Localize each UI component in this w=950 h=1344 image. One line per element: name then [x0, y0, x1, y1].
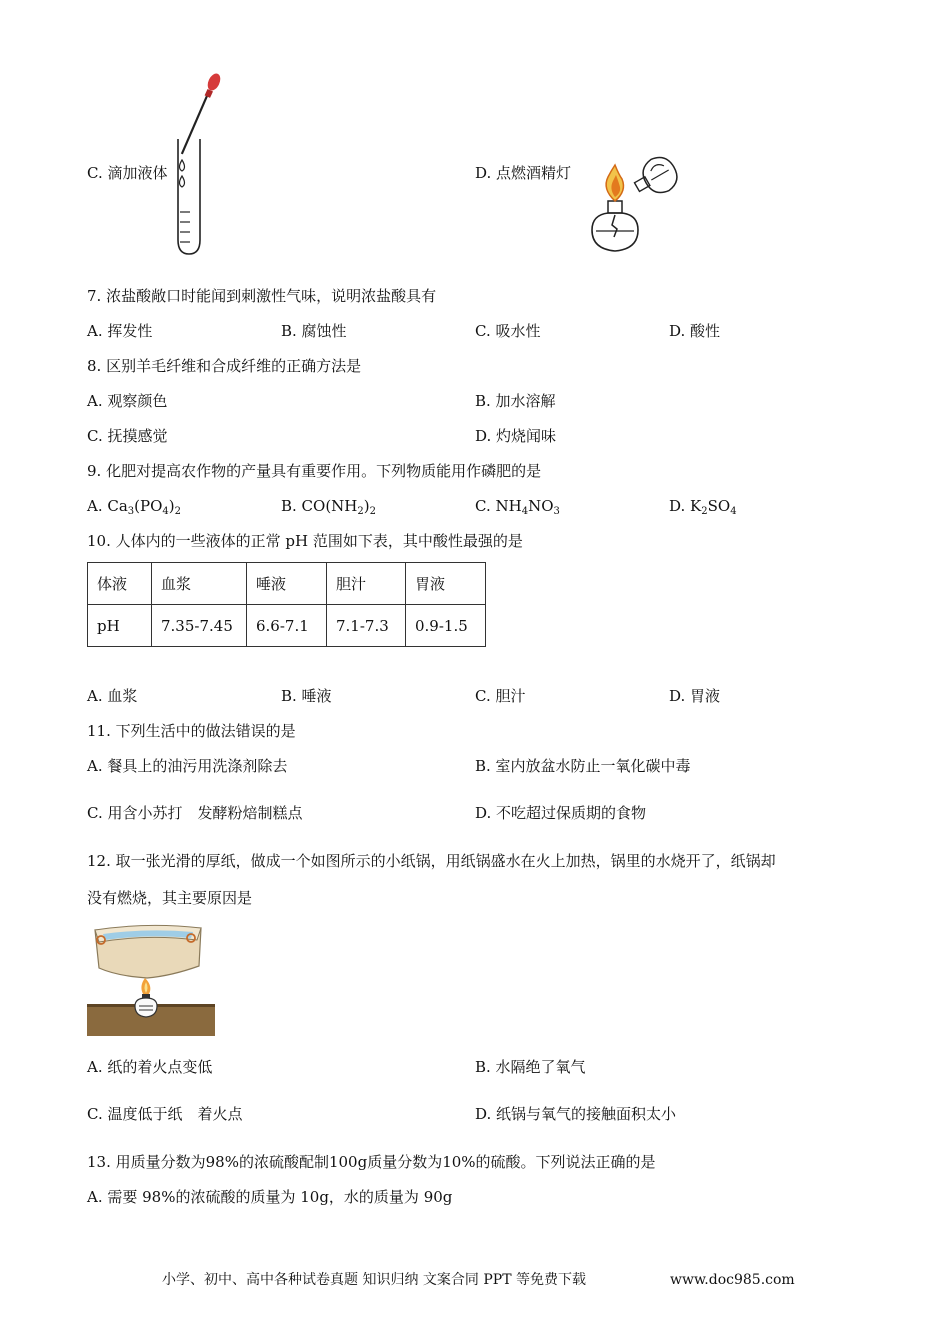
q9-option-b: B. $CO(NH_2)_2$: [281, 497, 377, 517]
q11-option-d: D. 不吃超过保质期的食物: [475, 804, 647, 822]
paper-pot-illustration: [87, 920, 215, 1038]
q6-option-c: C. 滴加液体: [87, 164, 168, 182]
dropper-test-tube-illustration: [168, 72, 228, 257]
q10-stem: 10. 人体内的一些液体的正常 pH 范围如下表，其中酸性最强的是: [87, 532, 523, 550]
q13-stem: 13. 用质量分数为98%的浓硫酸配制100g质量分数为10%的硫酸。下列说法正确的是: [87, 1153, 656, 1171]
q6-option-d: D. 点燃酒精灯: [475, 164, 572, 182]
q7-option-d: D. 酸性: [669, 322, 721, 340]
q10-option-c: C. 胆汁: [475, 687, 526, 705]
table-header-cell: 胆汁: [327, 563, 406, 605]
q8-option-c: C. 抚摸感觉: [87, 427, 168, 445]
ph-table: [87, 562, 486, 647]
footer-text: 小学、初中、高中各种试卷真题 知识归纳 文案合同 PPT 等免费下载: [162, 1272, 586, 1288]
lighting-alcohol-lamp-illustration: [578, 145, 690, 257]
q8-stem: 8. 区别羊毛纤维和合成纤维的正确方法是: [87, 357, 362, 375]
q10-option-b: B. 唾液: [281, 687, 332, 705]
q12-stem-line2: 没有燃烧，其主要原因是: [87, 889, 253, 907]
q9-stem: 9. 化肥对提高农作物的产量具有重要作用。下列物质能用作磷肥的是: [87, 462, 542, 480]
q11-stem: 11. 下列生活中的做法错误的是: [87, 722, 296, 740]
q7-option-a: A. 挥发性: [87, 322, 153, 340]
q10-option-d: D. 胃液: [669, 687, 721, 705]
q11-option-a: A. 餐具上的油污用洗涤剂除去: [87, 757, 288, 775]
table-cell: pH: [88, 605, 152, 647]
q9-option-c: C. $NH_4NO_3$: [475, 497, 560, 517]
q7-option-b: B. 腐蚀性: [281, 322, 347, 340]
table-header-cell: 胃液: [406, 563, 486, 605]
q11-option-c: C. 用含小苏打 发酵粉焙制糕点: [87, 804, 303, 822]
table-header-cell: 血浆: [152, 563, 247, 605]
footer-url[interactable]: www.doc985.com: [670, 1272, 795, 1288]
table-header-cell: 唾液: [247, 563, 327, 605]
q7-stem: 7. 浓盐酸敞口时能闻到刺激性气味，说明浓盐酸具有: [87, 287, 437, 305]
q12-stem-line1: 12. 取一张光滑的厚纸，做成一个如图所示的小纸锅，用纸锅盛水在火上加热，锅里的水烧开了，纸锅却: [87, 852, 776, 870]
table-cell: 7.35-7.45: [152, 605, 247, 647]
q12-option-c: C. 温度低于纸 着火点: [87, 1105, 243, 1123]
q8-option-a: A. 观察颜色: [87, 392, 168, 410]
table-header-cell: 体液: [88, 563, 152, 605]
table-cell: 7.1-7.3: [327, 605, 406, 647]
q12-option-a: A. 纸的着火点变低: [87, 1058, 213, 1076]
q12-option-b: B. 水隔绝了氧气: [475, 1058, 586, 1076]
table-row: [88, 605, 486, 647]
table-cell: 6.6-7.1: [247, 605, 327, 647]
q12-option-d: D. 纸锅与氧气的接触面积太小: [475, 1105, 677, 1123]
table-cell: 0.9-1.5: [406, 605, 486, 647]
q9-option-d: D. $K_2SO_4$: [669, 497, 737, 517]
q9-option-a: A. $Ca_3(PO_4)_2$: [87, 497, 182, 517]
q7-option-c: C. 吸水性: [475, 322, 541, 340]
q8-option-b: B. 加水溶解: [475, 392, 556, 410]
q11-option-b: B. 室内放盆水防止一氧化碳中毒: [475, 757, 691, 775]
table-row: [88, 563, 486, 605]
q13-option-a: A. 需要 98%的浓硫酸的质量为 10g，水的质量为 90g: [87, 1188, 453, 1206]
q8-option-d: D. 灼烧闻味: [475, 427, 557, 445]
q10-option-a: A. 血浆: [87, 687, 138, 705]
